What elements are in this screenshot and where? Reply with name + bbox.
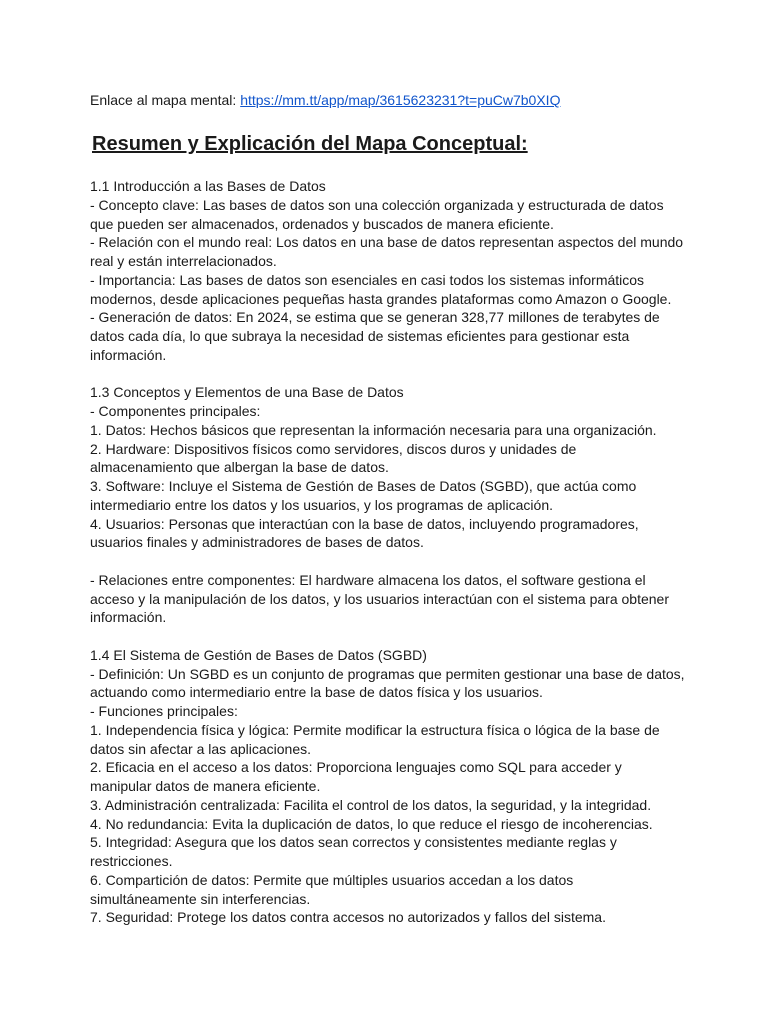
body-line: - Relación con el mundo real: Los datos en una base de datos representan aspectos del mundo	[90, 234, 684, 251]
document-page	[90, 91, 690, 926]
body-line: usuarios finales y administradores de bases de datos.	[90, 534, 424, 551]
body-line: real y están interrelacionados.	[90, 253, 277, 269]
body-line: 6. Compartición de datos: Permite que múltiples usuarios accedan a los datos	[90, 871, 574, 888]
body-line: - Componentes principales:	[90, 403, 261, 419]
body-line: que pueden ser almacenados, ordenados y buscados de manera eficiente.	[90, 215, 554, 232]
body-line: 5. Integridad: Asegura que los datos sean correctos y consistentes mediante reglas y	[90, 834, 617, 851]
body-line: intermediario entre los datos y los usuarios, y los programas de aplicación.	[90, 496, 554, 513]
body-line: 3. Administración centralizada: Facilita el control de los datos, la seguridad, y la integridad.	[90, 796, 652, 813]
body-line: 4. Usuarios: Personas que interactúan con la base de datos, incluyendo programadores,	[90, 515, 639, 532]
body-line: 2. Eficacia en el acceso a los datos: Proporciona lenguajes como SQL para acceder y	[90, 759, 622, 776]
section-heading: 1.1 Introducción a las Bases de Datos	[90, 178, 326, 194]
document-body	[90, 177, 690, 927]
body-line: información.	[90, 609, 167, 626]
body-line: 1. Datos: Hechos básicos que representan la información necesaria para una organización.	[90, 421, 657, 438]
body-line: 3. Software: Incluye el Sistema de Gestión de Bases de Datos (SGBD), que actúa como	[90, 478, 637, 494]
body-line: información.	[90, 346, 167, 363]
body-line: - Importancia: Las bases de datos son esenciales en casi todos los sistemas informáticos	[90, 271, 645, 288]
body-line: datos sin afectar a las aplicaciones.	[90, 740, 312, 757]
body-line: almacenamiento que albergan la base de datos.	[90, 459, 389, 476]
section-heading: 1.3 Conceptos y Elementos de una Base de Datos	[90, 384, 404, 401]
body-line: - Generación de datos: En 2024, se estima que se generan 328,77 millones de terabytes de	[90, 309, 660, 326]
body-line: manipular datos de manera eficiente.	[90, 778, 321, 794]
body-line: - Concepto clave: Las bases de datos son una colección organizada y estructurada de datos	[90, 196, 664, 213]
body-line: - Funciones principales:	[90, 703, 238, 719]
body-line: restricciones.	[90, 853, 173, 869]
link-prefix: Enlace al mapa mental:	[90, 92, 241, 108]
body-line: 4. No redundancia: Evita la duplicación de datos, lo que reduce el riesgo de incoherencias.	[90, 815, 653, 832]
mind-map-link-line	[90, 91, 690, 110]
blank-line	[90, 627, 690, 646]
mind-map-link[interactable]: https://mm.tt/app/map/3615623231?t=puCw7b0XIQ	[240, 92, 561, 108]
document-title: Resumen y Explicación del Mapa Conceptual:	[92, 133, 528, 155]
body-line: - Definición: Un SGBD es un conjunto de programas que permiten gestionar una base de datos,	[90, 665, 685, 682]
body-line: 1. Independencia física y lógica: Permite modificar la estructura física o lógica de la base de	[90, 721, 660, 738]
body-line: actuando como intermediario entre la base de datos física y los usuarios.	[90, 684, 543, 701]
body-line: acceso y la manipulación de los datos, y los usuarios interactúan con el sistema para obtener	[90, 590, 669, 607]
body-line: modernos, desde aplicaciones pequeñas hasta grandes plataformas como Amazon o Google.	[90, 290, 672, 307]
section-heading: 1.4 El Sistema de Gestión de Bases de Datos (SGBD)	[90, 646, 427, 663]
body-line: datos cada día, lo que subraya la necesidad de sistemas eficientes para gestionar esta	[90, 328, 630, 344]
body-line: simultáneamente sin interferencias.	[90, 890, 311, 907]
body-line: - Relaciones entre componentes: El hardware almacena los datos, el software gestiona el	[90, 571, 646, 588]
body-line: 2. Hardware: Dispositivos físicos como servidores, discos duros y unidades de	[90, 440, 577, 457]
body-line: 7. Seguridad: Protege los datos contra accesos no autorizados y fallos del sistema.	[90, 909, 606, 926]
blank-line	[90, 552, 690, 571]
blank-line	[90, 365, 690, 384]
